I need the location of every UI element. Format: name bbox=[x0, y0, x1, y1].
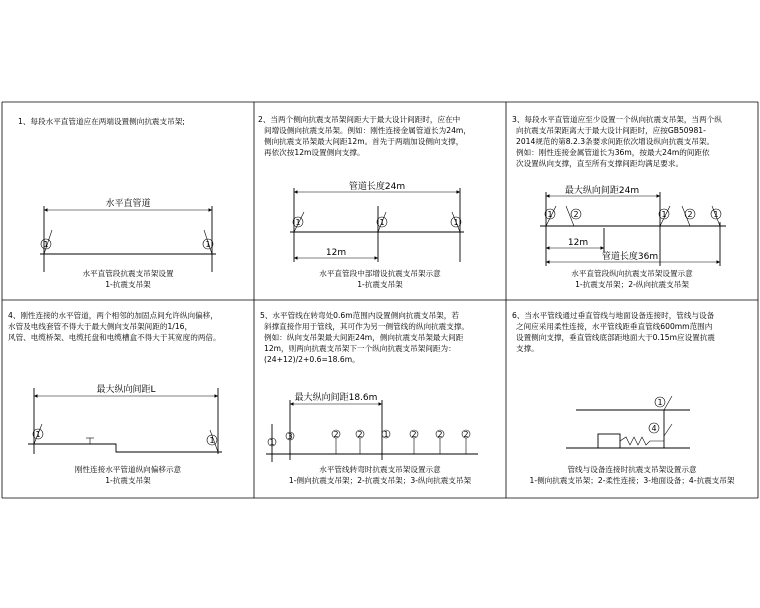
panel-1-pipe-drawing bbox=[40, 197, 216, 272]
max-spacing-label: 最大纵向间距24m bbox=[564, 186, 640, 196]
max-spacing-label: 最大纵向间距18.6m bbox=[294, 393, 378, 403]
svg-text:1: 1 bbox=[713, 210, 719, 219]
panel-6-description-line: 6、当水平管线通过垂直管线与地面设备连接时，管线与设备 bbox=[512, 311, 715, 320]
panel-3-description-line: 例如：刚性连接金属管道长为36m，按最大24m的间距依 bbox=[516, 148, 710, 157]
panel-3 bbox=[512, 114, 726, 289]
svg-text:1: 1 bbox=[547, 210, 553, 219]
panel-2-description-line: 再依次按12m设置侧向支撑。 bbox=[264, 148, 365, 157]
svg-text:1: 1 bbox=[295, 218, 301, 227]
svg-text:1: 1 bbox=[657, 398, 663, 407]
panel-5-description-line: 斜撑直接作用于管线，其可作为另一侧管线的纵向抗震支撑。 bbox=[264, 322, 470, 331]
svg-text:2: 2 bbox=[573, 210, 579, 219]
pipe-label: 水平直管道 bbox=[105, 199, 151, 209]
svg-text:2: 2 bbox=[687, 210, 693, 219]
panel-6-description-line: 支撑。 bbox=[516, 344, 539, 353]
flexible-connection bbox=[620, 437, 664, 445]
panel-6-description-line: 之间应采用柔性连接，水平管线距垂直管线600mm范围内 bbox=[516, 322, 713, 331]
panel-6 bbox=[512, 310, 735, 485]
panel-3-description-line: 向抗震支吊架距离大于最大设计间距时，应按GB50981- bbox=[516, 126, 706, 135]
panel-6-caption-legend: 1-侧向抗震支吊架；2-柔性连接；3-地面设备；4-抗震支吊架 bbox=[529, 476, 735, 485]
panel-2 bbox=[258, 114, 471, 289]
panel-3-description-line: 次设置纵向支撑，直至所有支撑间距均满足要求。 bbox=[516, 159, 684, 168]
svg-text:1: 1 bbox=[453, 218, 459, 227]
length-label: 管道长度36m bbox=[601, 252, 659, 262]
panel-5-caption-title: 水平管线转弯时抗震支吊架设置示意 bbox=[319, 465, 441, 474]
max-spacing-label: 最大纵向间距L bbox=[96, 385, 156, 395]
panel-1 bbox=[18, 116, 216, 289]
panel-4 bbox=[8, 310, 222, 485]
panel-4-pipe-drawing bbox=[28, 383, 222, 454]
panel-3-pipe-drawing bbox=[540, 184, 726, 266]
svg-text:2: 2 bbox=[411, 430, 417, 439]
panel-6-equipment-drawing bbox=[566, 396, 690, 448]
panel-2-description-line: 间增设侧向抗震支吊架。例如：刚性连接金属管道长为24m， bbox=[264, 126, 471, 135]
svg-text:1: 1 bbox=[383, 430, 389, 439]
svg-text:1: 1 bbox=[269, 438, 275, 447]
svg-text:4: 4 bbox=[651, 424, 657, 433]
panel-5-description-line: 5、水平管线在转弯处0.6m范围内设置侧向抗震支吊架，若 bbox=[260, 311, 459, 320]
panel-2-description-line: 2、当两个侧向抗震支吊架间距大于最大设计间距时，应在中 bbox=[258, 115, 461, 124]
svg-text:3: 3 bbox=[287, 432, 293, 441]
panel-5-pipe-drawing bbox=[266, 391, 478, 462]
panel-4-description-line: 水管及电线套管不得大于最大侧向支吊架间距的1/16， bbox=[8, 322, 193, 331]
panel-5-description-line: 12m，则两向抗震支吊架下一个纵向抗震支吊架间距为： bbox=[264, 344, 456, 353]
panel-6-caption-title: 管线与设备连接时抗震支吊架设置示意 bbox=[567, 465, 697, 474]
panel-3-caption-legend: 1-抗震支吊架；2-纵向抗震支吊架 bbox=[575, 280, 689, 289]
panel-4-caption-legend: 1-抗震支吊架 bbox=[105, 476, 151, 485]
panel-6-description-line: 设置侧向支撑，垂直管线底部距地面大于0.15m应设置抗震 bbox=[516, 333, 715, 342]
panel-5-description-line: (24+12)/2+0.6=18.6m。 bbox=[264, 355, 360, 364]
svg-text:1: 1 bbox=[661, 210, 667, 219]
panel-2-caption-title: 水平直管段中部增设抗震支吊架示意 bbox=[319, 269, 441, 278]
svg-text:1: 1 bbox=[43, 240, 49, 249]
svg-text:1: 1 bbox=[379, 218, 385, 227]
spacing-label: 12m bbox=[567, 238, 589, 248]
panel-2-description-line: 侧向抗震支吊架最大间距12m。首先于两端加设侧向支撑， bbox=[264, 137, 464, 146]
panel-2-caption-legend: 1-抗震支吊架 bbox=[357, 280, 403, 289]
panel-5-description-line: 例如：纵向支吊架最大间距24m，侧向抗震支吊架最大间距 bbox=[264, 333, 464, 342]
panel-3-description-line: 3、每段水平直管道应至少设置一个纵向抗震支吊架，当两个纵 bbox=[512, 115, 722, 124]
svg-text:1: 1 bbox=[205, 240, 211, 249]
svg-text:1: 1 bbox=[209, 436, 215, 445]
svg-text:1: 1 bbox=[35, 430, 41, 439]
panel-5-caption-legend: 1-侧向抗震支吊架；2-抗震支吊架；3-纵向抗震支吊架 bbox=[288, 476, 472, 485]
panel-4-caption-title: 刚性连接水平管道纵向偏移示意 bbox=[74, 465, 182, 474]
svg-text:2: 2 bbox=[437, 430, 443, 439]
panel-1-caption-legend: 1-抗震支吊架 bbox=[105, 280, 151, 289]
panel-3-caption-title: 水平直管段纵向抗震支吊架设置示意 bbox=[571, 269, 693, 278]
panel-2-pipe-drawing bbox=[290, 180, 464, 262]
panel-1-caption-title: 水平直管段抗震支吊架设置 bbox=[82, 269, 174, 278]
svg-text:2: 2 bbox=[357, 430, 363, 439]
panel-1-description-line: 1、每段水平直管道应在两端设置侧向抗震支吊架; bbox=[18, 117, 185, 126]
panel-3-description-line: 2014规范的第8.2.3条要求间距依次增设纵向抗震支吊架。 bbox=[516, 137, 715, 146]
panel-4-description-line: 风管、电缆桥架、电缆托盘和电缆槽盒不得大于其宽度的两倍。 bbox=[8, 333, 221, 342]
svg-text:2: 2 bbox=[463, 430, 469, 439]
spacing-label: 12m bbox=[325, 248, 347, 258]
svg-text:2: 2 bbox=[333, 430, 339, 439]
panel-5 bbox=[260, 310, 478, 485]
panel-4-description-line: 4、刚性连接的水平管道，两个相邻的加固点间允许纵向偏移， bbox=[8, 311, 218, 320]
length-label: 管道长度24m bbox=[348, 182, 406, 192]
ground-equipment bbox=[598, 434, 620, 448]
